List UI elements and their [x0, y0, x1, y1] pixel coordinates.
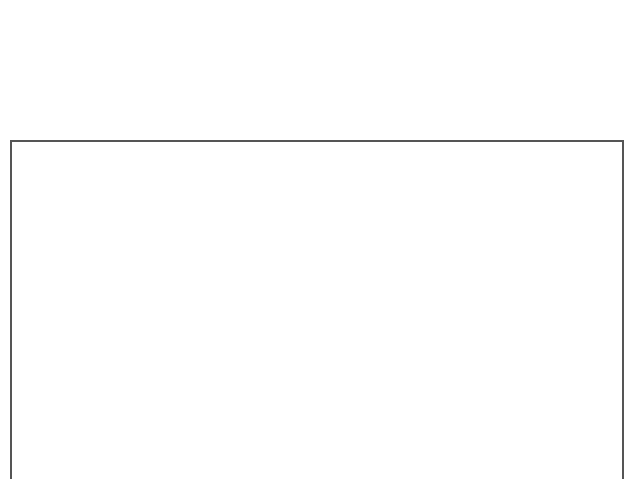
causes-list — [10, 140, 624, 479]
process-steps-graphic — [0, 0, 638, 100]
